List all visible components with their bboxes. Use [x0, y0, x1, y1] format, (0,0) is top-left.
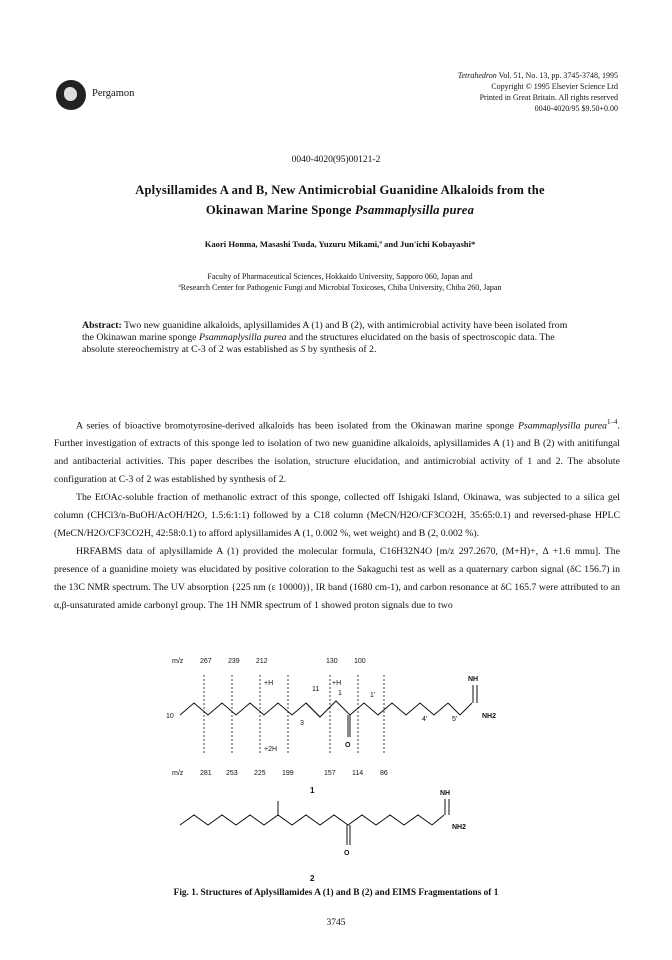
mz-top-239: 239: [228, 658, 240, 665]
abstract-text-3: by synthesis of 2.: [305, 344, 377, 355]
atom-3: 3: [300, 720, 304, 727]
mz-bottom-86: 86: [380, 770, 388, 777]
journal-citation: Tetrahedron Vol. 51, No. 13, pp. 3745-3748, 1995: [457, 71, 618, 80]
compound-label-2: 2: [310, 874, 315, 883]
paragraph-1: A series of bioactive bromotyrosine-derived alkaloids has been isolated from the Okinawan marine sponge Psammaplysilla purea$^{1-4}$. Further investigation of extracts of this sponge led to isolation of two new guanidine alkaloids, aplysillamides A (1) and B (2) with anitifungal and antibacterial activities. This paper describes the isolation, structure elucidation, and antimicrobial activity of 1 and 2. The absolute configuration at C-3 of 2 was established by synthesis of 2.: [54, 418, 620, 486]
mz-bottom-253: 253: [226, 770, 238, 777]
affiliations: [60, 271, 620, 293]
publisher-name: Pergamon: [92, 88, 135, 99]
mz-top-100: 100: [354, 658, 366, 665]
page-number: 3745: [326, 918, 346, 928]
atom-1prime: 1': [370, 692, 376, 699]
abstract-label: Abstract:: [82, 320, 122, 331]
document-code: 0040-4020(95)00121-2: [291, 155, 381, 165]
body-text: [54, 413, 620, 615]
group-nh-1: NH: [468, 676, 479, 683]
chain-2: [180, 815, 432, 825]
atom-11: 11: [312, 686, 320, 693]
mz-bottom-114: 114: [352, 770, 364, 777]
pergamon-logo: [56, 80, 86, 110]
mz-bottom-225: 225: [254, 770, 266, 777]
mz-bottom-281: 281: [200, 770, 212, 777]
mz-label-bottom: m/z: [172, 770, 184, 777]
plus-2h: +2H: [264, 746, 278, 753]
plus-h-1: +H: [264, 680, 274, 687]
figure-caption: Fig. 1. Structures of Aplysillamides A (1) and B (2) and EIMS Fragmentations of 1: [173, 888, 499, 898]
atom-1: 1: [338, 690, 342, 697]
abstract-text-1: Two new guanidine alkaloids, aplysillamides A (1) and B (2), with antimicrobial activity have been isolated from the Okinawan marine sponge: [82, 320, 568, 343]
mz-top-267: 267: [200, 658, 212, 665]
title-line-1: Aplysillamides A and B, New Antimicrobial Guanidine Alkaloids from the: [135, 183, 545, 197]
atom-10: 10: [166, 713, 174, 720]
abstract-text-2: and the structures elucidated on the basis of spectroscopic data. The absolute stereochemistry at C-3 of 2 was established as: [82, 332, 555, 355]
paragraph-2: The EtOAc-soluble fraction of methanolic extract of this sponge, collected off Ishigaki Island, Okinawa, was subjected to a silica gel column (CHCl3/n-BuOH/AcOH/H2O, 1.5:6:1:1) followed by a C18 column (MeCN/H2O/CF3CO2H, 35:65:0.1) and reversed-phase HPLC (MeCN/H2O/CF3CO2H, 42:58:0.1) to afford aplysillamides A (1, 0.002 %, wet weight) and B (2, 0.002 %).: [54, 492, 620, 540]
group-nh-2: NH: [440, 790, 451, 797]
mz-bottom-157: 157: [324, 770, 336, 777]
group-o-1: O: [345, 742, 351, 749]
mz-top-130: 130: [326, 658, 338, 665]
affiliation-2: ªResearch Center for Pathogenic Fungi and Microbial Toxicoses, Chiba University, Chiba 260, Japan: [178, 283, 502, 292]
paragraph-3: HRFABMS data of aplysillamide A (1) provided the molecular formula, C16H32N4O [m/z 297.2670, (M+H)+, Δ +1.6 mmu]. The presence of a guanidine moiety was elucidated by positive coloration to the Sakaguchi test as well as a quaternary carbon signal (δC 156.7) in the 13C NMR spectrum. The UV absorption {225 nm (ε 10000)}, IR band (1680 cm-1), and carbon resonance at δC 165.7 were attributed to an α,β-unsaturated amide carbonyl group. The 1H NMR spectrum of 1 showed proton signals due to two: [54, 546, 620, 612]
atom-4prime: 4': [422, 716, 428, 723]
mz-label-top: m/z: [172, 658, 184, 665]
atom-5prime: 5': [452, 716, 458, 723]
group-nh2-2: NH2: [452, 824, 467, 831]
plus-h-2: +H: [332, 680, 342, 687]
group-nh2-1: NH2: [482, 713, 497, 720]
double-bond: [306, 703, 320, 717]
printed-line: Printed in Great Britain. All rights reserved: [479, 93, 618, 102]
abstract: [82, 320, 580, 356]
compound-label-1: 1: [310, 786, 315, 795]
abstract-species: Psammaplysilla purea: [198, 332, 287, 343]
price-code: 0040-4020/95 $9.50+0.00: [534, 104, 618, 113]
mz-top-212: 212: [256, 658, 268, 665]
affiliation-1: Faculty of Pharmaceutical Sciences, Hokkaido University, Sapporo 060, Japan and: [207, 272, 473, 281]
mz-bottom-199: 199: [282, 770, 294, 777]
copyright-line: Copyright © 1995 Elsevier Science Ltd: [491, 82, 618, 91]
chain-1: [180, 701, 448, 717]
author-list: Kaori Honma, Masashi Tsuda, Yuzuru Mikami,ª and Jun'ichi Kobayashi*: [204, 239, 476, 249]
structure-figure: [160, 655, 530, 895]
group-o-2: O: [344, 850, 350, 857]
abstract-config: S: [300, 344, 306, 355]
paper-title: [60, 180, 620, 220]
journal-meta: [358, 70, 618, 114]
title-line-2: Okinawan Marine Sponge Psammaplysilla purea: [205, 203, 475, 217]
